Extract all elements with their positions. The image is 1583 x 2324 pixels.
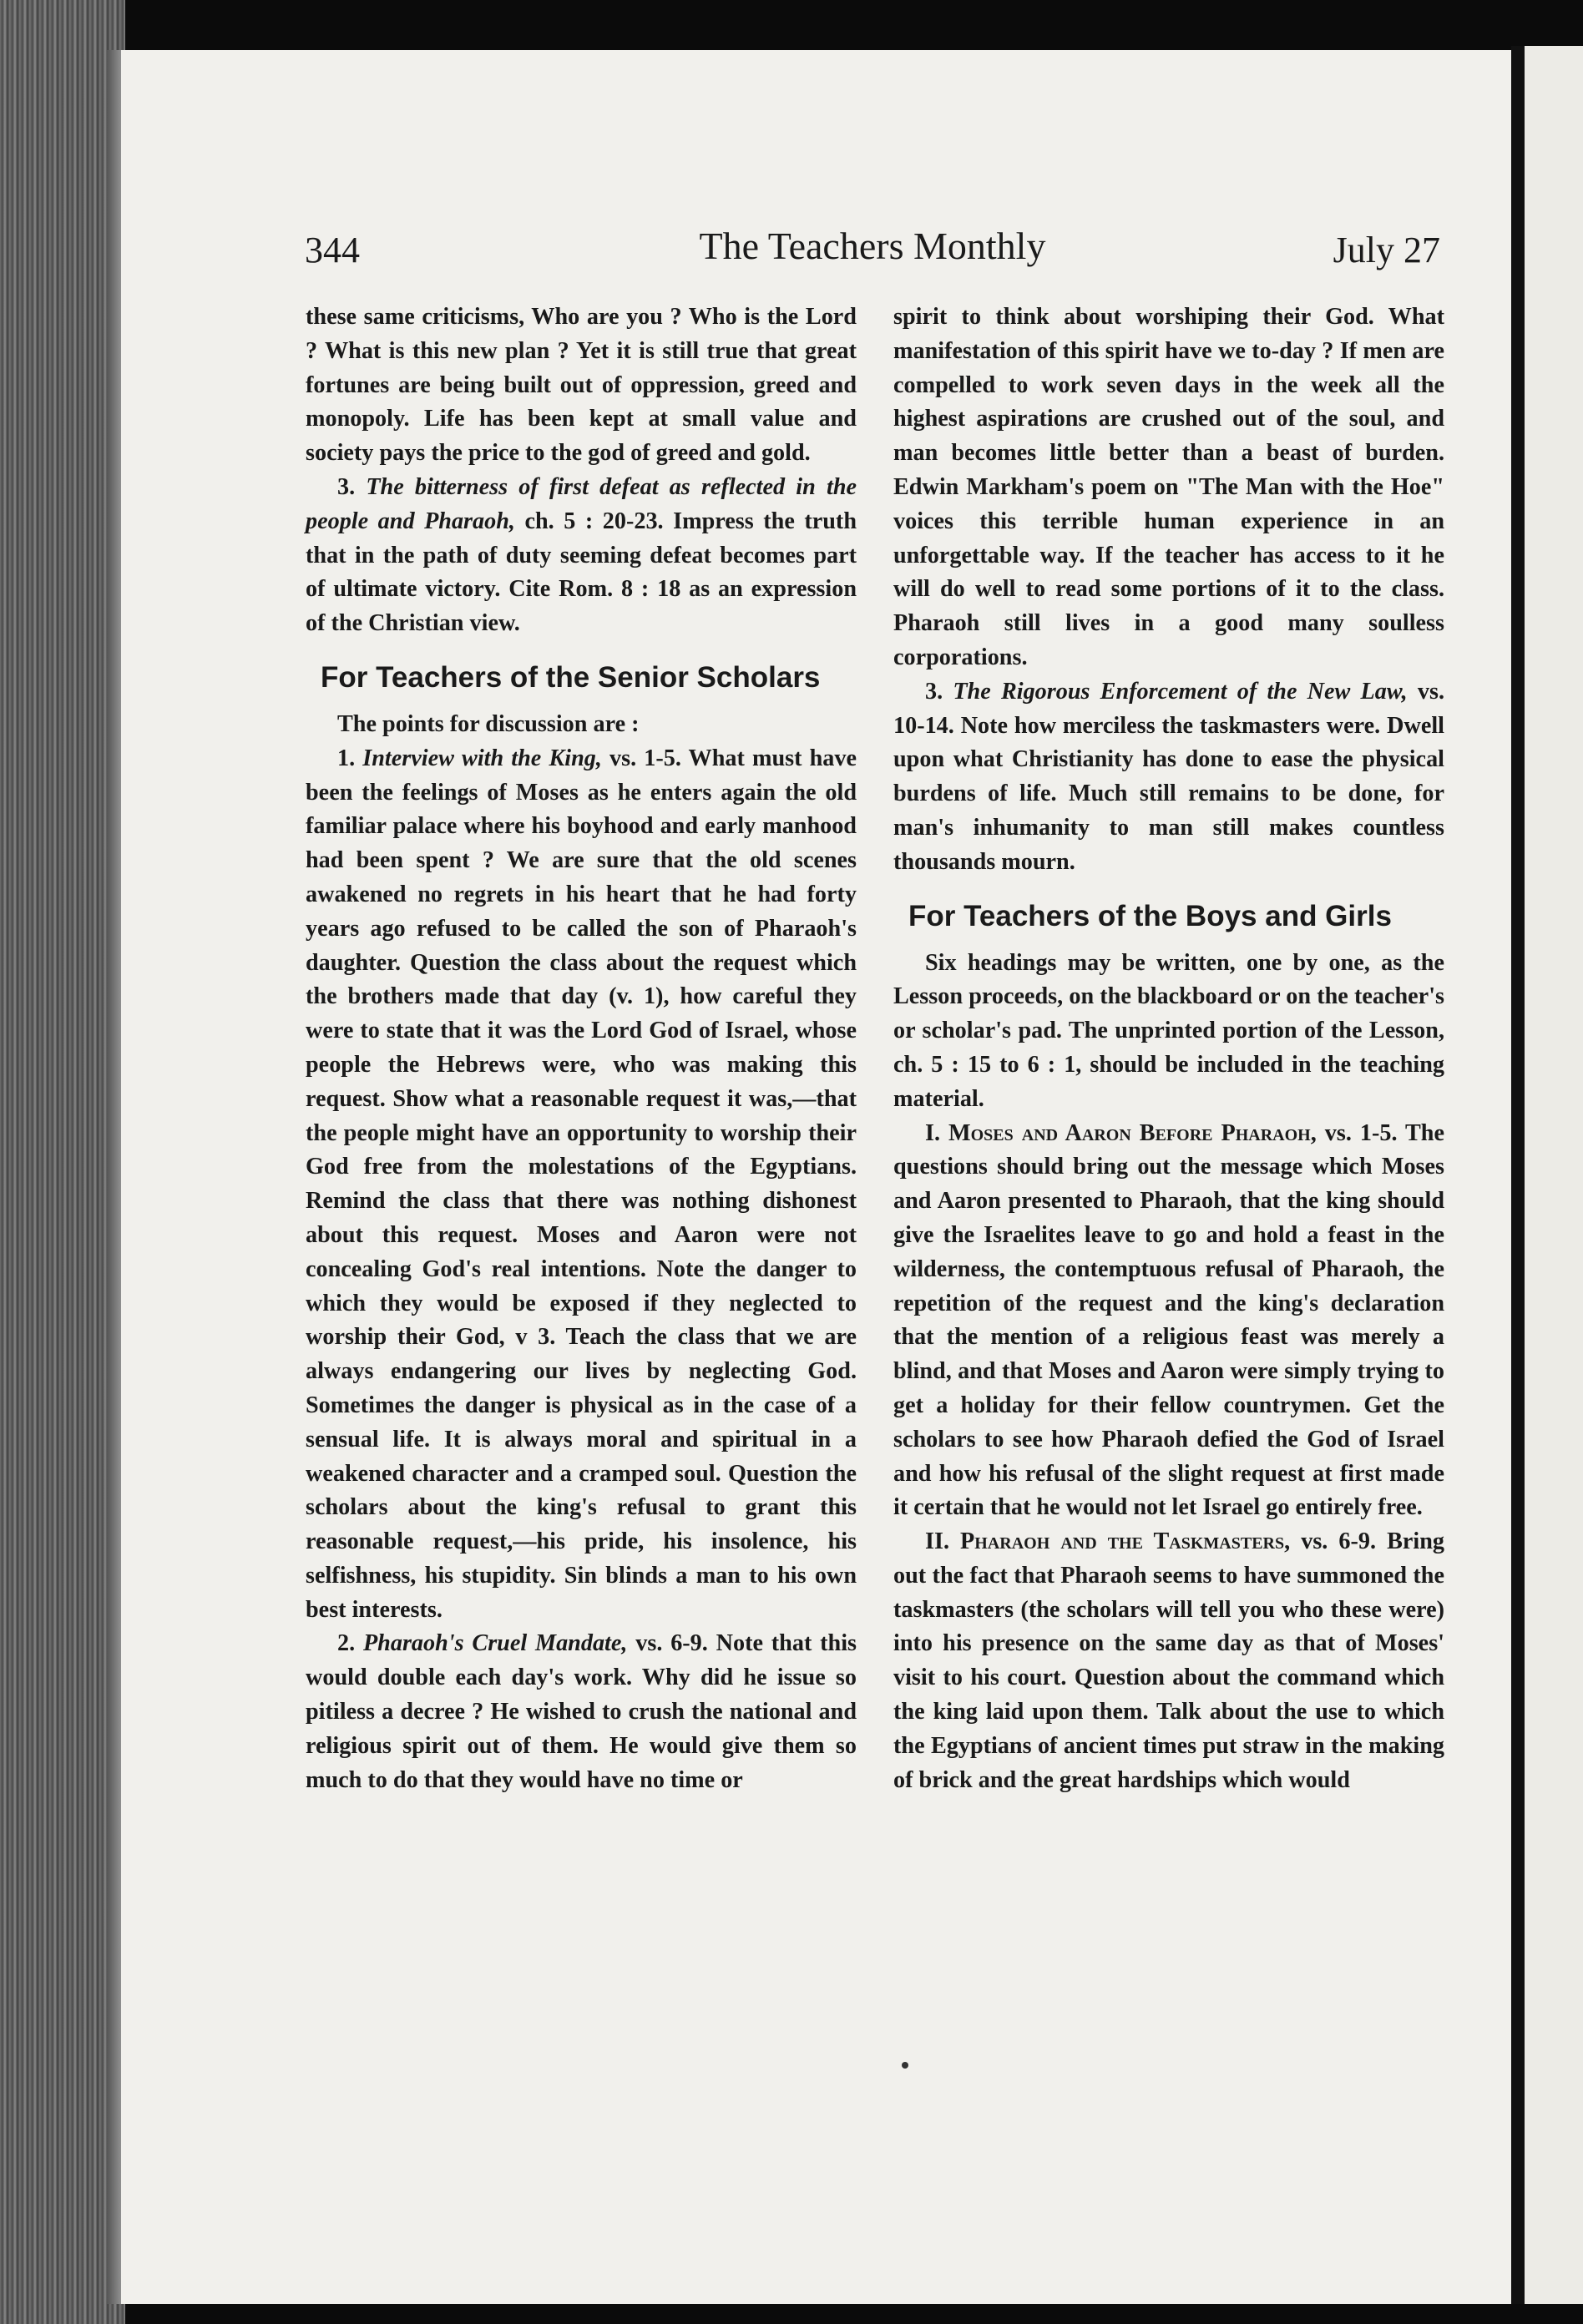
point-number: 3. <box>337 473 356 500</box>
section-heading: For Teachers of the Boys and Girls <box>908 899 1392 932</box>
journal-title: The Teachers Monthly <box>699 225 1046 267</box>
right-column <box>893 301 1444 1797</box>
point-number: 1. <box>337 745 356 771</box>
point-number: 2. <box>337 1630 356 1657</box>
ink-speck <box>902 2062 908 2069</box>
point-text: vs. 6-9. Note that this would double each day's work. Why did he issue so pitiless a decree ? He wished to crush the national and religious spirit out of them. He would give them so much to do that they would have no time or <box>306 1630 857 1793</box>
facing-page-edge <box>1525 46 1583 2304</box>
paragraph <box>306 471 857 641</box>
point-text: vs. 1-5. The questions should bring out the message which Moses and Aaron presented to Pharaoh, that the king should give the Israelites leave to go and hold a feast in the wilderness, the contemptuous refusal of Pharaoh, the repetition of the request and the king's declaration that the mention of a religious feast was merely a blind, and that Moses and Aaron were simply trying to get a holiday for their fellow countrymen. Get the scholars to see how Pharaoh defied the God of Israel and how his refusal of the slight request at first made it certain that he would not let Israel go entirely free. <box>893 1119 1444 1521</box>
point-number: 3. <box>925 678 943 705</box>
left-column <box>306 301 857 1797</box>
point-text: ch. 5 : 20-23. Impress the truth that in the path of duty seeming defeat becomes part of ultimate victory. Cite Rom. 8 : 18 as an expression of the Christian view. <box>306 508 857 637</box>
point-title: The bitterness of first defeat as reflected in the people and Pharaoh, <box>306 473 857 534</box>
point-text: vs. 6-9. Bring out the fact that Pharaoh seems to have summoned the taskmasters (the scholars will tell you who these were) into his presence on the same day as that of Moses' visit to his court. Question about the command which the king laid upon them. Talk about the use to which the Egyptians of ancient times put straw in the making of brick and the great hardships which would <box>893 1528 1444 1793</box>
subsection-heading: I. Moses and Aaron Before Pharaoh, <box>925 1119 1317 1146</box>
point-text: vs. 10-14. Note how merciless the taskmasters were. Dwell upon what Christianity has done to ease the physical burdens of life. Much still remains to be done, for man's inhumanity to man still makes countless thousands mourn. <box>893 678 1444 875</box>
paragraph: Six headings may be written, one by one, as the Lesson proceeds, on the blackboard or on the teacher's or scholar's pad. The unprinted portion of the Lesson, ch. 5 : 15 to 6 : 1, should be included in the teaching material. <box>893 949 1444 1112</box>
section-heading: For Teachers of the Senior Scholars <box>321 660 821 694</box>
paragraph: The points for discussion are : <box>337 710 640 737</box>
point-title: The Rigorous Enforcement of the New Law, <box>953 678 1408 705</box>
issue-date: July 27 <box>1333 230 1440 270</box>
book-gutter <box>1511 46 1525 2304</box>
point-text: vs. 1-5. What must have been the feelings of Moses as he enters again the old familiar palace where his boyhood and early manhood had been spent ? We are sure that the old scenes awakened no regrets in his heart that he had forty years ago refused to be called the son of Pharaoh's daughter. Question the class about the request which the brothers made that day (v. 1), how careful they were to state that it was the Lord God of Israel, whose people the Hebrews were, who was making this request. Show what a reasonable request it was,—that the people might have an opportunity to worship their God free from the molestations of the Egyptians. Remind the class that there was nothing dishonest about this request. Moses and Aaron were not concealing God's real intentions. Note the danger to which they would be exposed if they neglected to worship their God, v 3. Teach the class that we are always endangering our lives by neglecting God. Sometimes the danger is physical as in the case of a sensual life. It is always moral and spiritual in a weakened character and a cramped soul. Question the scholars about the king's refusal to grant this reasonable request,—his pride, his insolence, his selfishness, his stupidity. Sin blinds a man to his own best interests. <box>306 745 857 1623</box>
paragraph: spirit to think about worshiping their God. What manifestation of this spirit have we to-day ? If men are compelled to work seven days in the week all the highest aspirations are crushed out of the soul, and man becomes little better than a beast of burden. Edwin Markham's poem on "The Man with the Hoe" voices this terrible human experience in an unforgettable way. If the teacher has access to it he will do well to read some portions of it to the class. Pharaoh still lives in a good many soulless corporations. <box>893 304 1444 670</box>
paragraph <box>306 742 857 1628</box>
point-title: Pharaoh's Cruel Mandate, <box>362 1630 628 1657</box>
page-number: 344 <box>305 230 360 270</box>
point-title: Interview with the King, <box>362 745 602 771</box>
paragraph <box>893 675 1444 880</box>
subsection-heading: II. Pharaoh and the Taskmasters, <box>925 1528 1291 1555</box>
paragraph <box>306 1627 857 1797</box>
paragraph: these same criticisms, Who are you ? Who is the Lord ? What is this new plan ? Yet it is still true that great fortunes are being built out of oppression, greed and monopoly. Life has been kept at small value and society pays the price to the god of greed and gold. <box>306 304 857 467</box>
paragraph <box>893 1525 1444 1797</box>
paragraph <box>893 1117 1444 1526</box>
running-header <box>305 224 1440 274</box>
